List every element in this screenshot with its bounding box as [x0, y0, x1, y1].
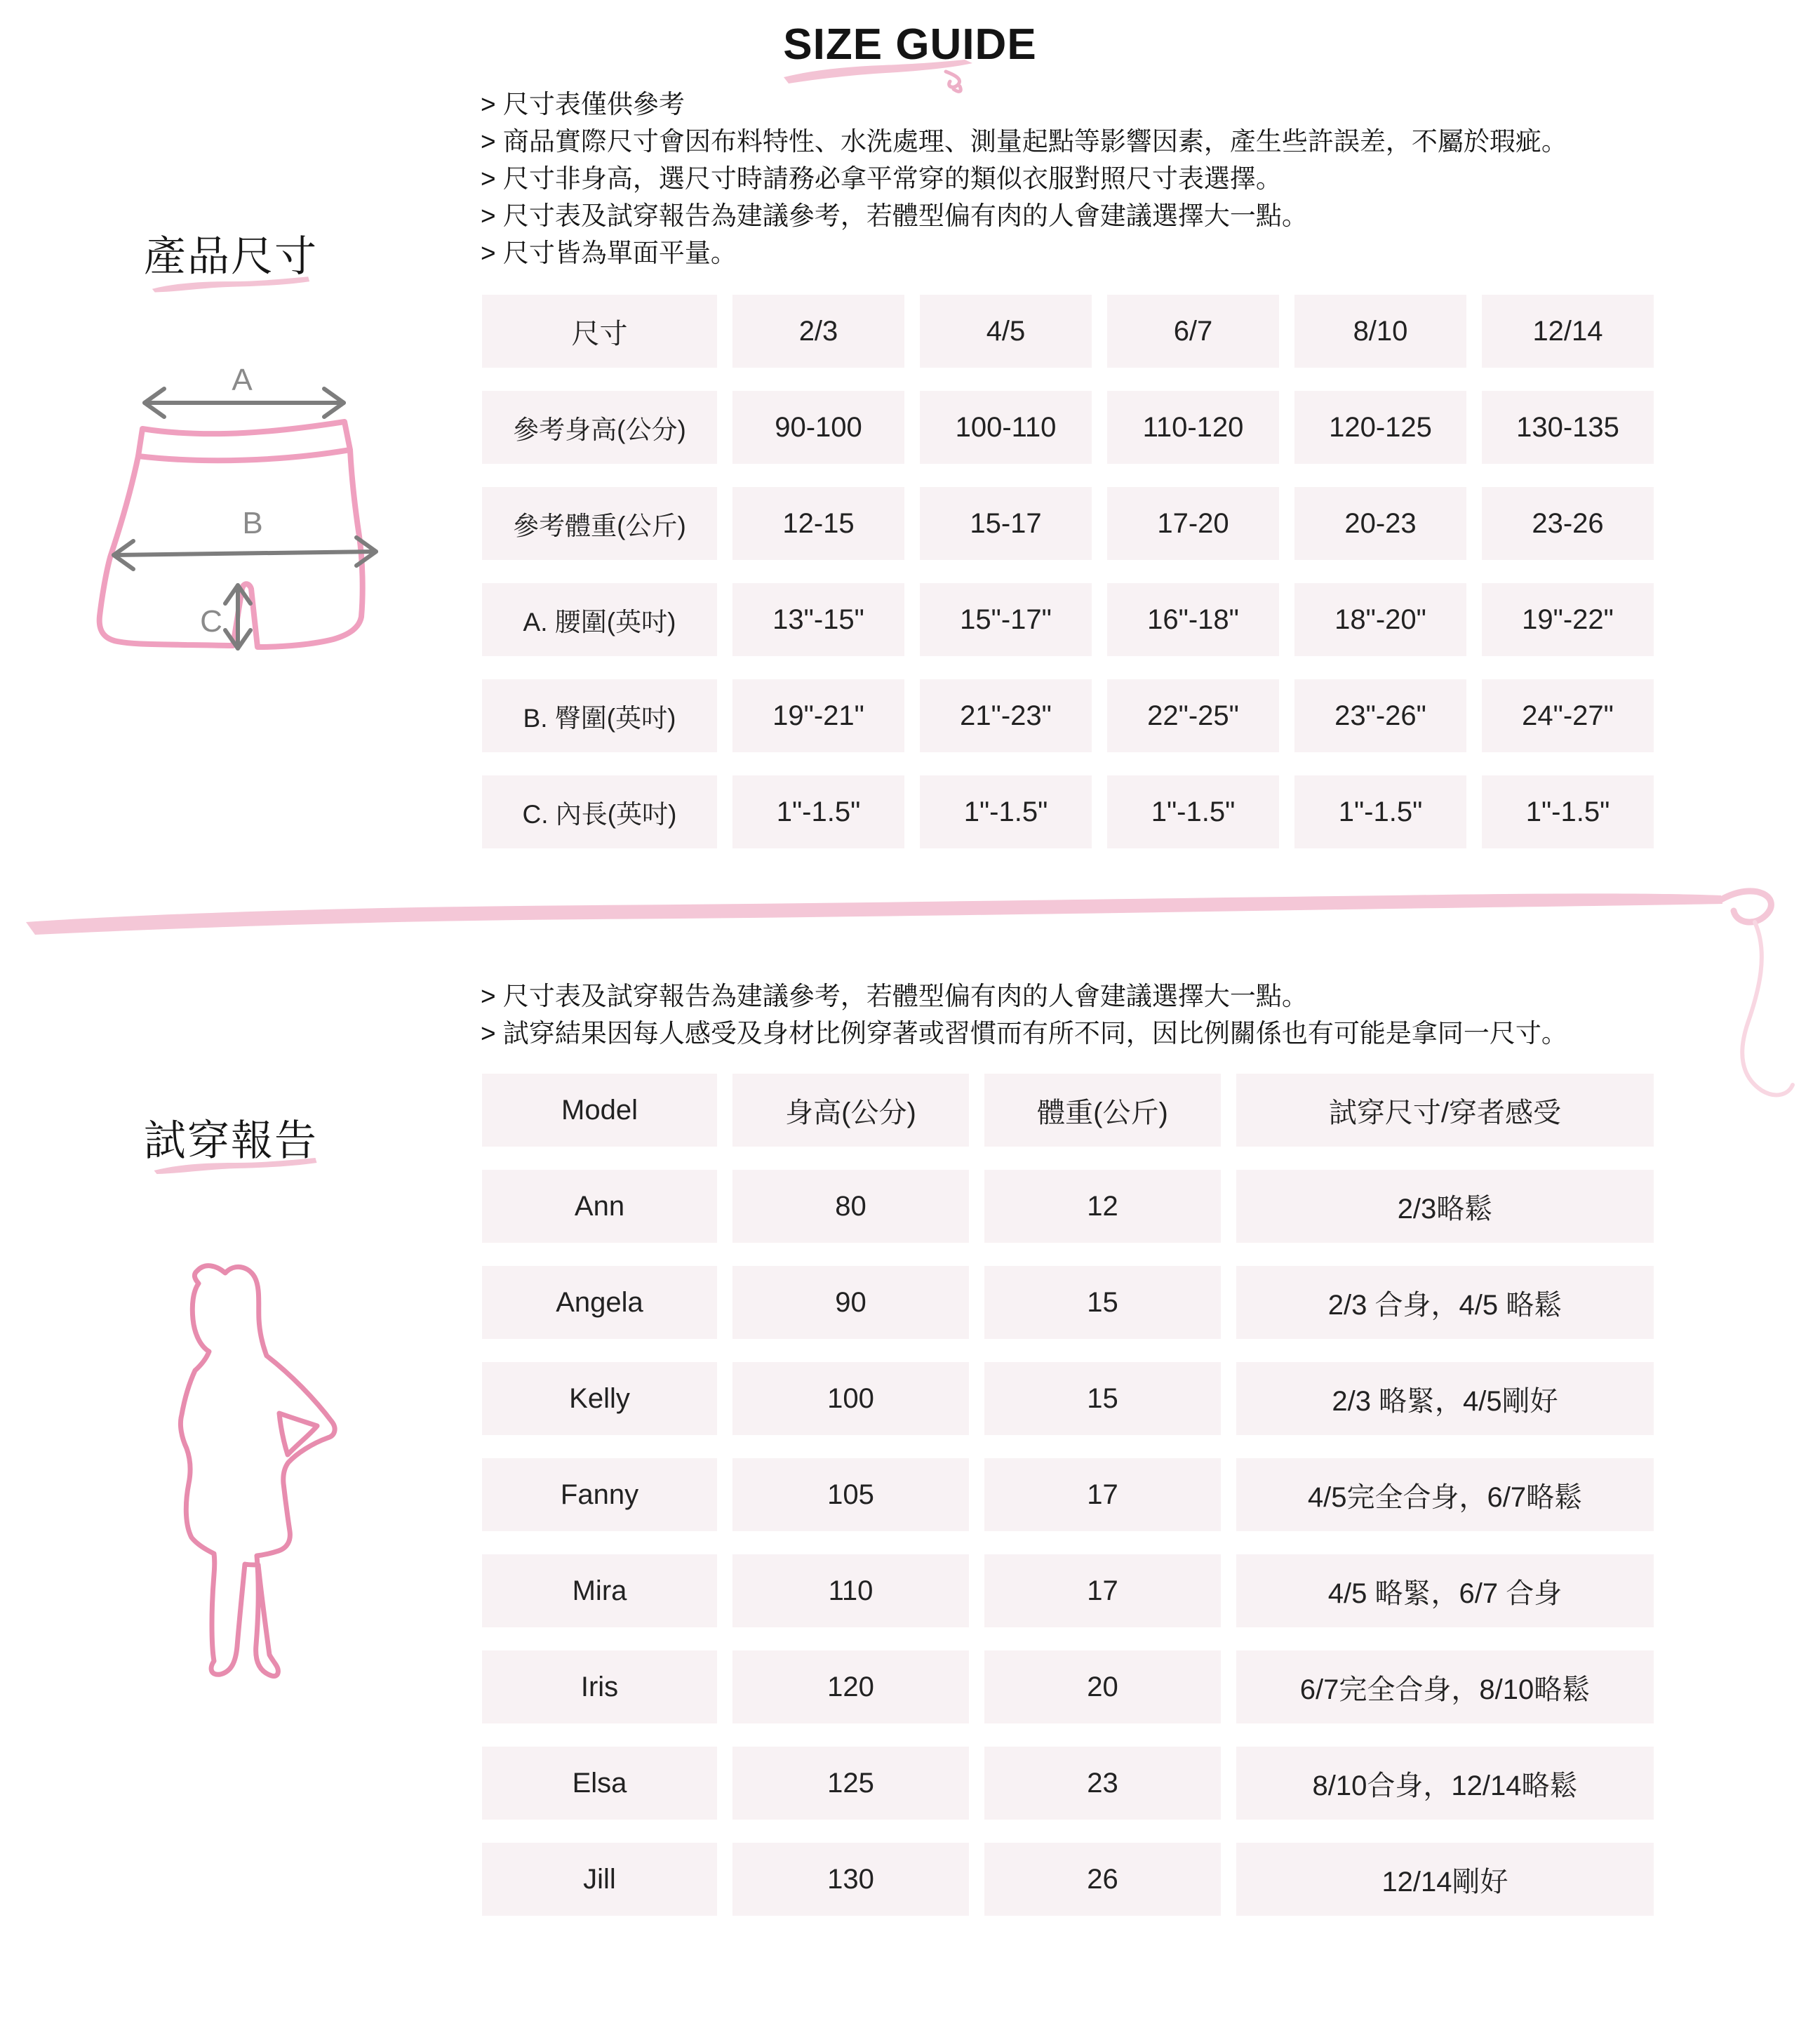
- table-cell: 120-125: [1294, 391, 1466, 464]
- product-size-label: 產品尺寸: [144, 233, 318, 280]
- table-cell: 23-26: [1482, 487, 1654, 560]
- table-cell: 1"-1.5": [920, 775, 1092, 848]
- table-cell: 20: [984, 1650, 1221, 1723]
- table-cell: 90: [732, 1266, 969, 1339]
- table-cell: Jill: [482, 1843, 717, 1916]
- table-cell: 1"-1.5": [732, 775, 904, 848]
- table-cell: 2/3略鬆: [1236, 1170, 1654, 1243]
- table-cell: 20-23: [1294, 487, 1466, 560]
- table-cell: 6/7完全合身，8/10略鬆: [1236, 1650, 1654, 1723]
- table-cell: 1"-1.5": [1107, 775, 1279, 848]
- table-header-cell: 6/7: [1107, 295, 1279, 368]
- table-cell: Iris: [482, 1650, 717, 1723]
- table-cell: C. 內長(英吋): [482, 775, 717, 848]
- table-cell: 參考身高(公分): [482, 391, 717, 464]
- size-guide-notes: [481, 86, 1567, 272]
- table-cell: 15-17: [920, 487, 1092, 560]
- table-cell: B. 臀圍(英吋): [482, 679, 717, 752]
- note-line: > 尺寸表及試穿報告為建議參考，若體型偏有肉的人會建議選擇大一點。: [481, 982, 1308, 1010]
- dimension-c-label: C: [200, 604, 222, 639]
- table-cell: 23: [984, 1747, 1221, 1820]
- table-cell: 130-135: [1482, 391, 1654, 464]
- table-header-cell: 4/5: [920, 295, 1092, 368]
- table-cell: 110-120: [1107, 391, 1279, 464]
- table-cell: 1"-1.5": [1482, 775, 1654, 848]
- table-cell: 100-110: [920, 391, 1092, 464]
- table-cell: 80: [732, 1170, 969, 1243]
- table-cell: 12/14剛好: [1236, 1843, 1654, 1916]
- table-cell: 12-15: [732, 487, 904, 560]
- table-header-cell: 8/10: [1294, 295, 1466, 368]
- table-cell: 15: [984, 1362, 1221, 1435]
- table-cell: 15"-17": [920, 583, 1092, 656]
- table-cell: 13"-15": [732, 583, 904, 656]
- table-cell: 90-100: [732, 391, 904, 464]
- table-cell: 22"-25": [1107, 679, 1279, 752]
- page-title: SIZE GUIDE: [783, 20, 1037, 69]
- fit-report-notes: [481, 978, 1567, 1052]
- note-line: > 尺寸非身高，選尺寸時請務必拿平常穿的類似衣服對照尺寸表選擇。: [481, 164, 1282, 193]
- table-header-cell: 12/14: [1482, 295, 1654, 368]
- table-cell: 110: [732, 1554, 969, 1627]
- note-line: > 尺寸表僅供參考: [481, 90, 685, 119]
- table-cell: 16"-18": [1107, 583, 1279, 656]
- table-cell: 19"-22": [1482, 583, 1654, 656]
- hip-arrow-b-icon: [114, 538, 376, 569]
- table-cell: 24"-27": [1482, 679, 1654, 752]
- table-cell: 8/10合身，12/14略鬆: [1236, 1747, 1654, 1820]
- table-cell: 2/3 略緊，4/5剛好: [1236, 1362, 1654, 1435]
- table-cell: Ann: [482, 1170, 717, 1243]
- table-cell: 4/5完全合身，6/7略鬆: [1236, 1458, 1654, 1531]
- size-table: [482, 295, 1654, 848]
- girl-silhouette-icon: [156, 1215, 366, 1714]
- table-cell: 26: [984, 1843, 1221, 1916]
- fit-report-label: 試穿報告: [144, 1117, 318, 1164]
- fit-table: [482, 1074, 1654, 1916]
- table-cell: 100: [732, 1362, 969, 1435]
- table-cell: 21"-23": [920, 679, 1092, 752]
- table-cell: 130: [732, 1843, 969, 1916]
- table-cell: Kelly: [482, 1362, 717, 1435]
- note-line: > 試穿結果因每人感受及身材比例穿著或習慣而有所不同，因比例關係也有可能是拿同一尺寸。: [481, 1019, 1567, 1048]
- table-cell: 4/5 略緊，6/7 合身: [1236, 1554, 1654, 1627]
- table-cell: 15: [984, 1266, 1221, 1339]
- shorts-outline-icon: [100, 422, 363, 647]
- dimension-a-label: A: [232, 363, 253, 397]
- table-cell: 23"-26": [1294, 679, 1466, 752]
- table-cell: 125: [732, 1747, 969, 1820]
- table-cell: Fanny: [482, 1458, 717, 1531]
- table-cell: 17: [984, 1554, 1221, 1627]
- table-cell: 120: [732, 1650, 969, 1723]
- table-cell: 1"-1.5": [1294, 775, 1466, 848]
- table-header-cell: 尺寸: [482, 295, 717, 368]
- note-line: > 商品實際尺寸會因布料特性、水洗處理、測量起點等影響因素，產生些許誤差，不屬於瑕疵。: [481, 127, 1567, 156]
- table-cell: 17: [984, 1458, 1221, 1531]
- table-cell: 19"-21": [732, 679, 904, 752]
- shorts-measurement-diagram: [76, 349, 406, 665]
- table-header-cell: 身高(公分): [732, 1074, 969, 1147]
- table-cell: 2/3 合身，4/5 略鬆: [1236, 1266, 1654, 1339]
- table-cell: 105: [732, 1458, 969, 1531]
- note-line: > 尺寸表及試穿報告為建議參考，若體型偏有肉的人會建議選擇大一點。: [481, 201, 1308, 230]
- dimension-b-label: B: [242, 506, 263, 540]
- table-header-cell: Model: [482, 1074, 717, 1147]
- inseam-arrow-c-icon: [225, 585, 250, 648]
- table-cell: Elsa: [482, 1747, 717, 1820]
- table-cell: 17-20: [1107, 487, 1279, 560]
- table-cell: 參考體重(公斤): [482, 487, 717, 560]
- table-header-cell: 2/3: [732, 295, 904, 368]
- table-header-cell: 體重(公斤): [984, 1074, 1221, 1147]
- note-line: > 尺寸皆為單面平量。: [481, 239, 737, 267]
- table-header-cell: 試穿尺寸/穿者感受: [1236, 1074, 1654, 1147]
- table-cell: Angela: [482, 1266, 717, 1339]
- table-cell: 12: [984, 1170, 1221, 1243]
- table-cell: A. 腰圍(英吋): [482, 583, 717, 656]
- table-cell: Mira: [482, 1554, 717, 1627]
- table-cell: 18"-20": [1294, 583, 1466, 656]
